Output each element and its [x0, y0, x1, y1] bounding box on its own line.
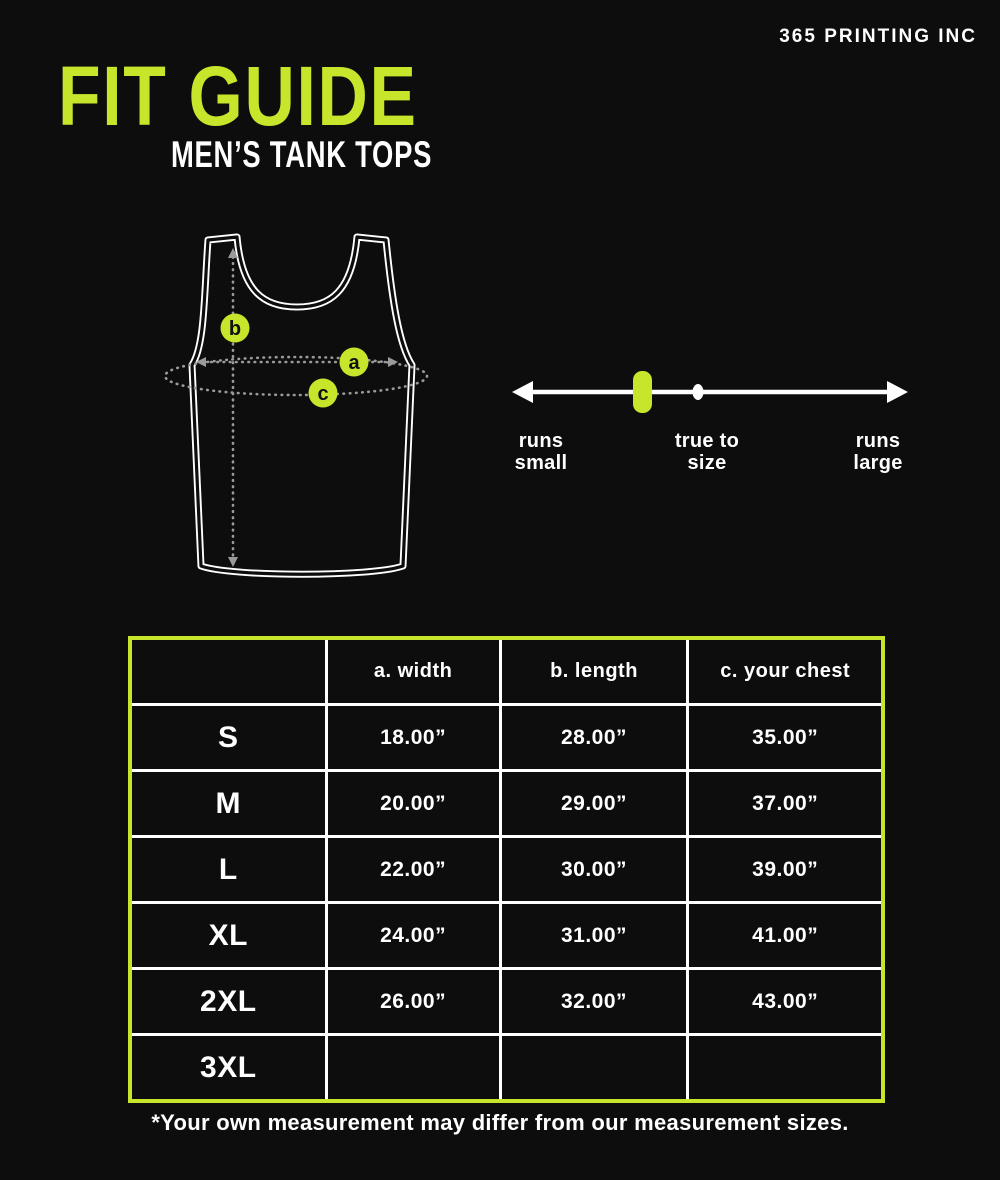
- fit-scale: [500, 355, 920, 425]
- table-cell: 26.00”: [328, 970, 499, 1033]
- table-header-width: a. width: [328, 640, 499, 703]
- table-cell: [502, 1036, 687, 1099]
- table-cell: 24.00”: [328, 904, 499, 967]
- table-cell: 29.00”: [502, 772, 687, 835]
- table-cell: 20.00”: [328, 772, 499, 835]
- table-cell: 30.00”: [502, 838, 687, 901]
- marker-b-label: b: [228, 318, 242, 340]
- table-cell: 35.00”: [689, 706, 881, 769]
- size-label-3xl: 3XL: [132, 1036, 325, 1099]
- size-label-m: M: [132, 772, 325, 835]
- arrow-right-icon: [388, 357, 398, 367]
- page-title: FIT GUIDE: [58, 49, 418, 143]
- scale-marker: [633, 371, 652, 413]
- marker-a-label: a: [348, 352, 360, 374]
- table-cell: 28.00”: [502, 706, 687, 769]
- page-subtitle: MEN’S TANK TOPS: [171, 134, 433, 175]
- size-label-s: S: [132, 706, 325, 769]
- label-runs-large: runs large: [853, 430, 903, 475]
- label-true-to-size: true to size: [674, 430, 740, 475]
- length-arrow-line: [228, 248, 238, 567]
- arrow-down-icon: [228, 557, 238, 567]
- table-header-blank: [132, 640, 325, 703]
- marker-a: [340, 348, 369, 377]
- brand-text: 365 PRINTING INC: [779, 26, 977, 47]
- table-cell: 43.00”: [689, 970, 881, 1033]
- table-header-chest: c. your chest: [689, 640, 881, 703]
- table-cell: 18.00”: [328, 706, 499, 769]
- size-label-2xl: 2XL: [132, 970, 325, 1033]
- size-table: [128, 636, 885, 1103]
- table-cell: 39.00”: [689, 838, 881, 901]
- marker-c: [309, 379, 338, 408]
- table-cell: 37.00”: [689, 772, 881, 835]
- marker-b: [221, 314, 250, 343]
- table-cell: 41.00”: [689, 904, 881, 967]
- footnote: *Your own measurement may differ from our measurement sizes.: [151, 1110, 849, 1135]
- table-cell: [689, 1036, 881, 1099]
- table-header-length: b. length: [502, 640, 687, 703]
- true-to-size-dot: [693, 384, 704, 400]
- scale-arrow-right-icon: [887, 381, 908, 403]
- table-cell: 31.00”: [502, 904, 687, 967]
- tank-top-diagram: [160, 225, 440, 595]
- table-cell: 22.00”: [328, 838, 499, 901]
- tank-outline: [192, 237, 412, 574]
- marker-c-label: c: [317, 383, 329, 405]
- table-cell: [328, 1036, 499, 1099]
- table-cell: 32.00”: [502, 970, 687, 1033]
- size-label-xl: XL: [132, 904, 325, 967]
- label-runs-small: runs small: [514, 430, 568, 475]
- scale-arrow-left-icon: [512, 381, 533, 403]
- size-label-l: L: [132, 838, 325, 901]
